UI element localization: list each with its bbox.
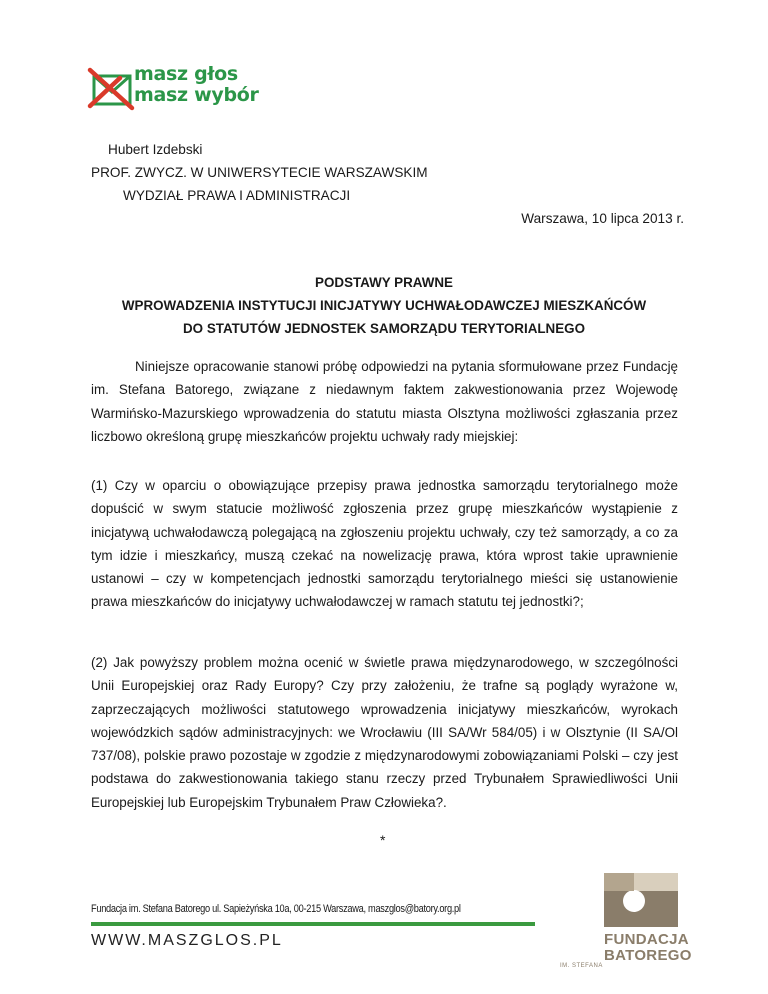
- logo-line-2: masz wybór: [134, 84, 259, 106]
- foundation-name-line-2: BATOREGO: [604, 947, 692, 964]
- footer-website-url: WWW.MASZGLOS.PL: [91, 932, 283, 949]
- foundation-name: [604, 931, 692, 964]
- document-title-line-1: PODSTAWY PRAWNE: [315, 275, 453, 290]
- masz-glos-logo-text: [134, 64, 259, 106]
- place-date: Warszawa, 10 lipca 2013 r.: [521, 211, 684, 226]
- document-title-line-3: DO STATUTÓW JEDNOSTEK SAMORZĄDU TERYTORIALNEGO: [183, 321, 585, 336]
- author-title: PROF. ZWYCZ. W UNIWERSYTECIE WARSZAWSKIM: [91, 165, 428, 180]
- intro-text: Niniejsze opracowanie stanowi próbę odpowiedzi na pytania sformułowane przez Fundację im. Stefana Batorego, związane z niedawnym faktem zakwestionowania przez Wojewodę Warmińsko-Mazurskiego wprowadzenia do statutu miasta Olsztyna możliwości zgłaszania przez liczbowo określoną grupę mieszkańców projektu uchwały rady miejskiej:: [91, 359, 678, 444]
- author-name: Hubert Izdebski: [108, 142, 203, 157]
- question-1-paragraph: (1) Czy w oparciu o obowiązujące przepisy prawa jednostka samorządu terytorialnego może dopuścić w swym statucie możliwość zgłoszenia przez grupę mieszkańców wystąpienie z inicjatywą uchwałodawczą polegającą na zgłoszeniu projektu uchwały, czy też samorządy, a co za tym idzie i mieszkańcy, muszą czekać na nowelizację prawa, która wprost takie uprawnienie ustanowi – czy w kompetencjach jednostki samorządu terytorialnego mieści się ustanowienie prawa mieszkańców do inicjatywy uchwałodawczej w ramach statutu tej jednostki?;: [91, 478, 678, 610]
- question-2-paragraph: (2) Jak powyższy problem można ocenić w świetle prawa międzynarodowego, w szczególności Unii Europejskiej oraz Rady Europy? Czy przy założeniu, że trafne są poglądy wyrażone w, zaprzeczających możliwości statutowego wprowadzenia inicjatywy mieszkańców, wyrokach wojewódzkich sądów administracyjnych: we Wrocławiu (III SA/Wr 584/05) i w Olsztynie (II SA/Ol 737/08), polskie prawo pozostaje w zgodzie z międzynarodowymi zobowiązaniami Polski – czy jest podstawa do zakwestionowania takiego stanu rzeczy przed Trybunałem Sprawiedliwości Unii Europejskiej lub Europejskim Trybunałem Praw Człowieka?.: [91, 655, 678, 810]
- footer-address: Fundacja im. Stefana Batorego ul. Sapieżyńska 10a, 00-215 Warszawa, maszglos@batory.org.pl: [91, 903, 461, 915]
- foundation-small-text: IM. STEFANA: [560, 963, 603, 969]
- intro-paragraph: [91, 355, 678, 448]
- section-separator: *: [380, 832, 386, 848]
- author-department: WYDZIAŁ PRAWA I ADMINISTRACJI: [123, 188, 351, 203]
- footer-divider: [91, 922, 535, 926]
- fundacja-batorego-logo-mark: [604, 873, 678, 927]
- document-title-line-2: WPROWADZENIA INSTYTUCJI INICJATYWY UCHWAŁODAWCZEJ MIESZKAŃCÓW: [121, 298, 647, 313]
- logo-line-1: masz głos: [134, 63, 238, 85]
- foundation-name-line-1: FUNDACJA: [604, 931, 689, 948]
